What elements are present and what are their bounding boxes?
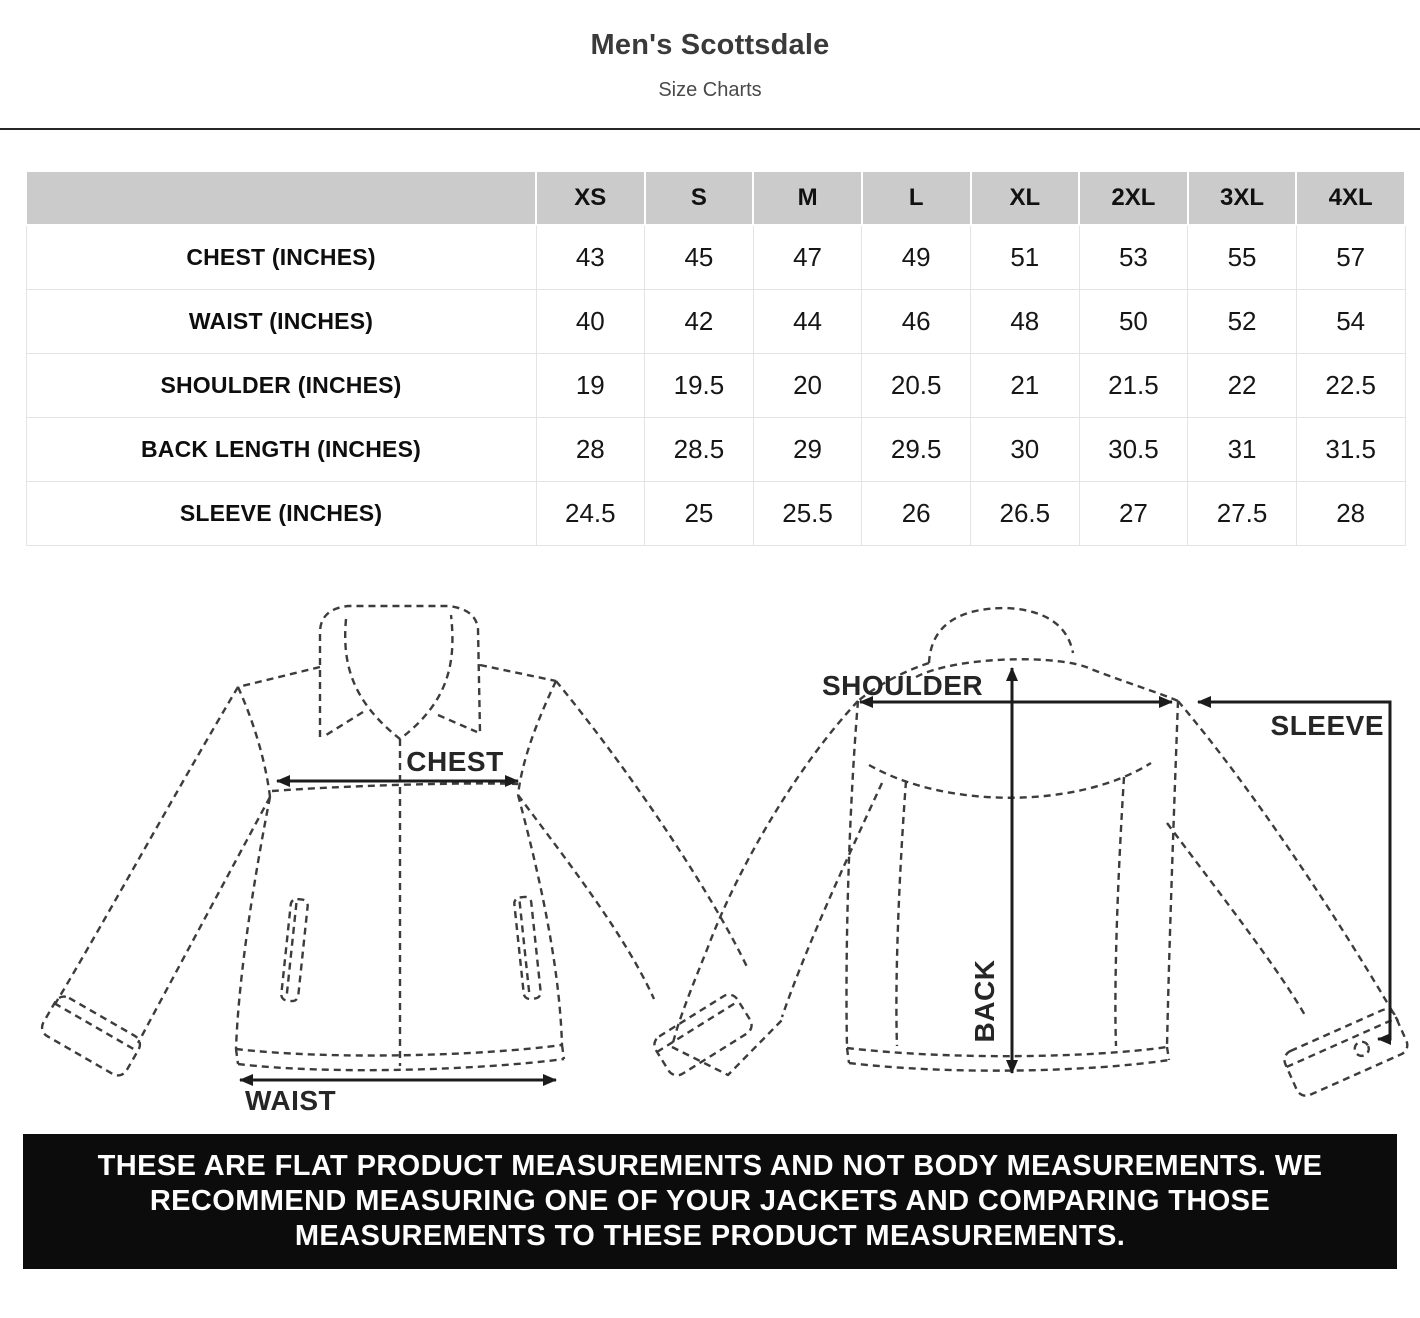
size-table	[25, 170, 1406, 546]
front-jacket-drawing	[38, 606, 755, 1079]
size-cell: 27	[1079, 482, 1188, 546]
row-label: CHEST (INCHES)	[26, 225, 536, 290]
size-cell: 25	[645, 482, 754, 546]
sleeve-arrow	[1198, 702, 1390, 1039]
size-cell: 57	[1296, 225, 1405, 290]
size-column-header: M	[753, 171, 862, 225]
size-cell: 21	[971, 354, 1080, 418]
size-cell: 47	[753, 225, 862, 290]
size-column-header: L	[862, 171, 971, 225]
size-table-corner-cell	[26, 171, 536, 225]
measurement-notice	[23, 1134, 1397, 1269]
front-left-pocket	[281, 898, 309, 1001]
size-cell: 30	[971, 418, 1080, 482]
size-cell: 46	[862, 290, 971, 354]
size-cell: 52	[1188, 290, 1297, 354]
size-cell: 26	[862, 482, 971, 546]
size-cell: 25.5	[753, 482, 862, 546]
size-cell: 28.5	[645, 418, 754, 482]
size-cell: 22.5	[1296, 354, 1405, 418]
size-column-header: 4XL	[1296, 171, 1405, 225]
row-label: SHOULDER (INCHES)	[26, 354, 536, 418]
size-cell: 24.5	[536, 482, 645, 546]
size-cell: 31.5	[1296, 418, 1405, 482]
size-column-header: XS	[536, 171, 645, 225]
size-cell: 27.5	[1188, 482, 1297, 546]
back-jacket-drawing	[672, 608, 1410, 1099]
front-right-cuff	[651, 991, 756, 1079]
notice-line: RECOMMEND MEASURING ONE OF YOUR JACKETS AND COMPARING THOSE	[149, 1185, 1271, 1217]
size-cell: 40	[536, 290, 645, 354]
size-cell: 44	[753, 290, 862, 354]
size-cell: 28	[536, 418, 645, 482]
notice-line: THESE ARE FLAT PRODUCT MEASUREMENTS AND NOT BODY MEASUREMENTS. WE	[97, 1150, 1323, 1182]
size-cell: 54	[1296, 290, 1405, 354]
size-cell: 50	[1079, 290, 1188, 354]
page-header	[0, 0, 1420, 102]
size-column-header: 2XL	[1079, 171, 1188, 225]
size-cell: 19	[536, 354, 645, 418]
size-table-header	[26, 171, 1405, 225]
size-cell: 21.5	[1079, 354, 1188, 418]
size-chart-content	[25, 170, 1406, 1269]
row-label: SLEEVE (INCHES)	[26, 482, 536, 546]
size-table-header-row	[26, 171, 1405, 225]
size-cell: 22	[1188, 354, 1297, 418]
chest-label: CHEST	[406, 746, 504, 777]
back-label: BACK	[969, 959, 1000, 1043]
size-cell: 43	[536, 225, 645, 290]
size-cell: 30.5	[1079, 418, 1188, 482]
size-column-header: 3XL	[1188, 171, 1297, 225]
row-label: BACK LENGTH (INCHES)	[26, 418, 536, 482]
jacket-measurement-illustration	[0, 569, 1420, 1134]
front-left-cuff	[38, 993, 143, 1079]
size-cell: 26.5	[971, 482, 1080, 546]
size-cell: 42	[645, 290, 754, 354]
page-subtitle: Size Charts	[658, 79, 762, 101]
table-row-back-length	[26, 418, 1405, 482]
table-row-sleeve	[26, 482, 1405, 546]
size-column-header: XL	[971, 171, 1080, 225]
size-cell: 20	[753, 354, 862, 418]
size-cell: 48	[971, 290, 1080, 354]
size-cell: 49	[862, 225, 971, 290]
size-cell: 29.5	[862, 418, 971, 482]
size-cell: 29	[753, 418, 862, 482]
size-cell: 53	[1079, 225, 1188, 290]
size-column-header: S	[645, 171, 754, 225]
size-cell: 20.5	[862, 354, 971, 418]
size-cell: 45	[645, 225, 754, 290]
size-table-body	[26, 225, 1405, 546]
table-row-chest	[26, 225, 1405, 290]
size-cell: 31	[1188, 418, 1297, 482]
table-row-shoulder	[26, 354, 1405, 418]
front-right-pocket	[514, 896, 542, 999]
size-cell: 19.5	[645, 354, 754, 418]
size-cell: 28	[1296, 482, 1405, 546]
table-row-waist	[26, 290, 1405, 354]
measurement-diagram	[0, 569, 1420, 1134]
sleeve-label: SLEEVE	[1270, 710, 1384, 741]
waist-label: WAIST	[245, 1085, 337, 1116]
size-cell: 51	[971, 225, 1080, 290]
header-divider	[0, 128, 1420, 130]
notice-line: MEASUREMENTS TO THESE PRODUCT MEASUREMENTS.	[294, 1220, 1126, 1252]
size-cell: 55	[1188, 225, 1297, 290]
measurement-arrows	[240, 668, 1390, 1080]
row-label: WAIST (INCHES)	[26, 290, 536, 354]
page-title: Men's Scottsdale	[590, 29, 830, 61]
shoulder-label: SHOULDER	[822, 670, 984, 701]
